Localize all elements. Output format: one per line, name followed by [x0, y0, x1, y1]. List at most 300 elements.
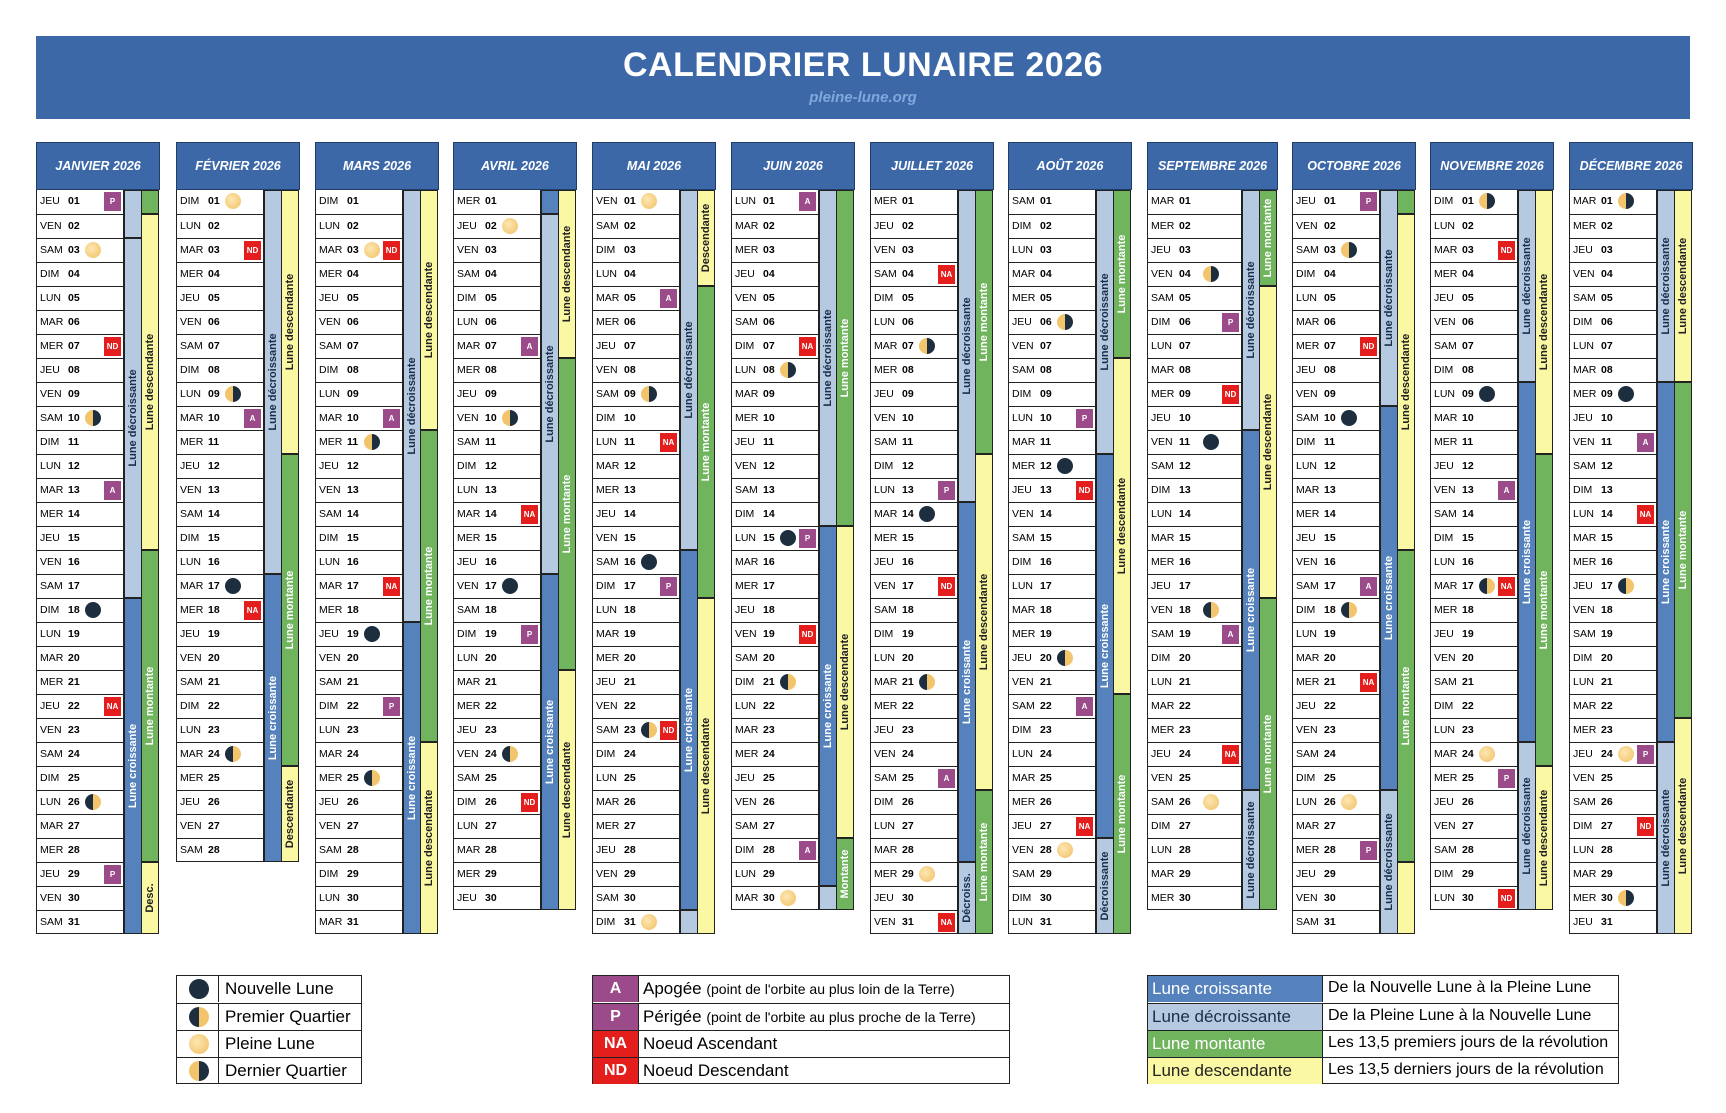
phase-bar-label: Lune décroissante [822, 309, 834, 407]
moon-nl-icon [919, 506, 935, 522]
weekday-label: LUN [319, 220, 341, 232]
legend-row [593, 976, 1009, 1003]
day-row [871, 718, 957, 742]
phase-bar-label: Lune montante [561, 474, 573, 554]
legend-icon-cell [177, 1004, 219, 1030]
day-row [732, 502, 818, 526]
moon-pl-icon [641, 914, 657, 930]
moon-pq-icon [641, 722, 657, 738]
day-row [177, 334, 263, 358]
weekday-label: MER [319, 772, 343, 784]
day-number: 24 [624, 748, 636, 760]
day-row [1148, 214, 1241, 238]
phase-bar-des [1397, 862, 1415, 934]
phase-bar-cro [403, 622, 421, 934]
day-number: 19 [1040, 628, 1052, 640]
weekday-label: VEN [1573, 604, 1595, 616]
weekday-label: MAR [735, 892, 759, 904]
phase-bar-mon [836, 838, 854, 910]
day-row [316, 478, 402, 502]
weekday-label: MAR [874, 844, 898, 856]
day-row [1570, 190, 1656, 214]
weekday-label: MAR [874, 508, 898, 520]
day-number: 29 [624, 868, 636, 880]
weekday-label: VEN [1573, 268, 1595, 280]
weekday-label: VEN [180, 316, 202, 328]
day-number: 07 [1040, 340, 1052, 352]
weekday-label: LUN [874, 484, 896, 496]
day-number: 30 [347, 892, 359, 904]
phase-bar-label: Lune décroissante [406, 357, 418, 455]
weekday-label: LUN [457, 316, 479, 328]
day-row [871, 238, 957, 262]
legend-tags [592, 975, 1010, 1084]
weekday-label: MAR [1434, 244, 1458, 256]
legend-colors [1147, 975, 1619, 1084]
phase-bar-des [697, 598, 715, 934]
moon-nl-icon [1479, 386, 1495, 402]
day-number: 04 [1040, 268, 1052, 280]
day-row [1148, 262, 1241, 286]
day-number: 26 [1040, 796, 1052, 808]
day-row [593, 358, 679, 382]
day-number: 16 [1179, 556, 1191, 568]
day-row [1570, 598, 1656, 622]
day-number: 16 [485, 556, 497, 568]
weekday-label: SAM [596, 892, 619, 904]
day-number: 30 [1179, 892, 1191, 904]
day-number: 22 [624, 700, 636, 712]
weekday-label: LUN [1573, 340, 1595, 352]
day-row [37, 406, 123, 430]
weekday-label: LUN [40, 628, 62, 640]
legend-tag-na: NA [593, 1031, 639, 1057]
weekday-label: SAM [40, 748, 63, 760]
day-number: 07 [902, 340, 914, 352]
weekday-label: VEN [874, 748, 896, 760]
day-number: 16 [624, 556, 636, 568]
day-number: 01 [902, 195, 914, 207]
day-number: 13 [902, 484, 914, 496]
weekday-label: SAM [457, 436, 480, 448]
day-number: 24 [763, 748, 775, 760]
day-number: 26 [902, 796, 914, 808]
day-row [1293, 598, 1379, 622]
day-row [37, 838, 123, 862]
day-number: 11 [1601, 436, 1613, 448]
day-number: 06 [624, 316, 636, 328]
day-row [1570, 862, 1656, 886]
weekday-label: MER [1434, 436, 1458, 448]
weekday-label: SAM [1296, 916, 1319, 928]
phase-bar-label: Lune décroissante [1383, 813, 1395, 911]
day-row [316, 310, 402, 334]
day-number: 25 [68, 772, 80, 784]
day-number: 17 [1601, 580, 1613, 592]
day-number: 06 [902, 316, 914, 328]
day-row [1009, 862, 1095, 886]
weekday-label: MAR [457, 508, 481, 520]
phase-bar-label: Lune descendante [1677, 237, 1689, 335]
day-row [732, 430, 818, 454]
day-number: 15 [1324, 532, 1336, 544]
day-row [177, 406, 263, 430]
weekday-label: JEU [874, 220, 894, 232]
weekday-label: JEU [1434, 628, 1454, 640]
day-number: 10 [1324, 412, 1336, 424]
day-row [454, 598, 540, 622]
phase-bar-des [975, 454, 993, 790]
day-number: 12 [624, 460, 636, 472]
day-row [1570, 550, 1656, 574]
weekday-label: VEN [1296, 724, 1318, 736]
moon-dq-icon [780, 362, 796, 378]
day-list [315, 190, 403, 934]
phase-bar-des [281, 766, 299, 862]
day-row [177, 550, 263, 574]
day-number: 08 [763, 364, 775, 376]
day-row [593, 478, 679, 502]
weekday-label: MAR [1434, 412, 1458, 424]
weekday-label: JEU [40, 532, 60, 544]
moon-pl-icon [225, 193, 241, 209]
day-row [37, 214, 123, 238]
day-number: 19 [1462, 628, 1474, 640]
day-row [1293, 694, 1379, 718]
weekday-label: SAM [180, 676, 203, 688]
day-row [1431, 622, 1517, 646]
day-row [37, 334, 123, 358]
phase-bar-label: Lune descendante [1538, 273, 1550, 371]
weekday-label: MAR [1151, 868, 1175, 880]
site-link[interactable]: pleine-lune.org [809, 89, 917, 106]
day-number: 11 [1324, 436, 1336, 448]
weekday-label: JEU [1151, 412, 1171, 424]
day-row [593, 262, 679, 286]
tag-nd: ND [521, 793, 538, 812]
day-number: 29 [1040, 868, 1052, 880]
day-row [1570, 814, 1656, 838]
day-row [1148, 358, 1241, 382]
weekday-label: JEU [1151, 244, 1171, 256]
day-row [1431, 238, 1517, 262]
day-row [37, 574, 123, 598]
weekday-label: DIM [457, 460, 477, 472]
day-number: 12 [763, 460, 775, 472]
weekday-label: LUN [1434, 388, 1456, 400]
day-number: 13 [485, 484, 497, 496]
day-number: 12 [208, 460, 220, 472]
weekday-label: MER [735, 580, 759, 592]
day-number: 12 [1040, 460, 1052, 472]
legend-label: Pleine Lune [225, 1034, 315, 1053]
day-number: 04 [485, 268, 497, 280]
legend-row [1148, 1057, 1618, 1084]
day-row [1293, 310, 1379, 334]
weekday-label: MAR [874, 340, 898, 352]
day-number: 06 [208, 316, 220, 328]
tag-na: NA [104, 697, 121, 716]
weekday-label: VEN [1573, 772, 1595, 784]
phase-bar-dec [264, 190, 282, 574]
weekday-label: SAM [735, 820, 758, 832]
weekday-label: MER [1151, 556, 1175, 568]
day-number: 11 [624, 436, 636, 448]
phase-bar-label: Lune décroissante [1521, 237, 1533, 335]
day-number: 07 [68, 340, 80, 352]
day-row [1009, 886, 1095, 910]
phase-bar-des [697, 190, 715, 286]
weekday-label: VEN [457, 412, 479, 424]
tag-a: A [1360, 577, 1377, 596]
day-row [316, 814, 402, 838]
day-row [454, 526, 540, 550]
day-number: 23 [1040, 724, 1052, 736]
day-number: 11 [485, 436, 497, 448]
weekday-label: MER [1012, 796, 1036, 808]
day-number: 05 [68, 292, 80, 304]
day-number: 13 [1040, 484, 1052, 496]
weekday-label: DIM [1012, 220, 1032, 232]
day-number: 09 [624, 388, 636, 400]
day-number: 03 [1462, 244, 1474, 256]
day-number: 07 [1324, 340, 1336, 352]
weekday-label: LUN [319, 388, 341, 400]
moon-nl-icon [1341, 410, 1357, 426]
day-number: 11 [763, 436, 775, 448]
day-number: 26 [485, 796, 497, 808]
legend-label: Premier Quartier [225, 1007, 351, 1026]
tag-na: NA [521, 505, 538, 524]
moon-dq-icon [85, 410, 101, 426]
weekday-label: SAM [319, 676, 342, 688]
day-number: 12 [485, 460, 497, 472]
month-header: OCTOBRE 2026 [1292, 142, 1416, 190]
title-banner [36, 36, 1690, 119]
day-row [732, 598, 818, 622]
day-list [1147, 190, 1242, 910]
weekday-label: MER [319, 436, 343, 448]
day-row [732, 286, 818, 310]
day-number: 23 [1324, 724, 1336, 736]
tag-p: P [1360, 192, 1377, 211]
day-row [1293, 190, 1379, 214]
day-row [732, 262, 818, 286]
legend-color-mon: Lune montante [1148, 1031, 1323, 1057]
weekday-label: DIM [1434, 532, 1454, 544]
weekday-label: LUN [1434, 556, 1456, 568]
day-number: 25 [902, 772, 914, 784]
day-row [593, 550, 679, 574]
day-number: 24 [1324, 748, 1336, 760]
phase-bar-des [1674, 190, 1692, 382]
phase-bar-label: Lune montante [144, 666, 156, 746]
day-row [177, 838, 263, 862]
day-number: 23 [1462, 724, 1474, 736]
moon-nl-icon [780, 530, 796, 546]
day-number: 03 [1601, 244, 1613, 256]
tag-p: P [1360, 841, 1377, 860]
day-number: 12 [1324, 460, 1336, 472]
day-list [1292, 190, 1380, 934]
day-number: 08 [1601, 364, 1613, 376]
day-number: 30 [68, 892, 80, 904]
day-row [316, 838, 402, 862]
day-number: 07 [1179, 340, 1191, 352]
day-number: 26 [624, 796, 636, 808]
day-number: 18 [624, 604, 636, 616]
day-row [177, 382, 263, 406]
day-row [177, 526, 263, 550]
moon-nl-icon [1057, 458, 1073, 474]
day-number: 17 [1462, 580, 1474, 592]
phase-bar-label: Descendante [700, 203, 712, 273]
legend-row [1148, 1003, 1618, 1030]
day-list [592, 190, 680, 934]
day-number: 18 [902, 604, 914, 616]
day-row [1431, 262, 1517, 286]
day-number: 21 [347, 676, 359, 688]
day-row [454, 358, 540, 382]
weekday-label: MER [1573, 724, 1597, 736]
day-row [1570, 454, 1656, 478]
day-number: 01 [1179, 195, 1191, 207]
weekday-label: SAM [1296, 244, 1319, 256]
weekday-label: VEN [1296, 388, 1318, 400]
day-number: 10 [1601, 412, 1613, 424]
day-number: 12 [347, 460, 359, 472]
day-row [1570, 742, 1656, 766]
day-row [1293, 766, 1379, 790]
day-row [1293, 334, 1379, 358]
tag-nd: ND [1498, 241, 1515, 260]
tag-na: NA [1076, 817, 1093, 836]
phase-bar-mon [1113, 694, 1131, 934]
tag-p: P [799, 529, 816, 548]
weekday-label: MER [180, 604, 204, 616]
day-list [176, 190, 264, 862]
phase-bar-des [420, 190, 438, 430]
day-row [732, 790, 818, 814]
day-row [37, 190, 123, 214]
day-number: 06 [1324, 316, 1336, 328]
weekday-label: LUN [1296, 460, 1318, 472]
day-number: 30 [1601, 892, 1613, 904]
day-row [316, 910, 402, 934]
day-number: 19 [902, 628, 914, 640]
phase-bar-label: Lune montante [1262, 714, 1274, 794]
day-number: 29 [347, 868, 359, 880]
weekday-label: SAM [596, 388, 619, 400]
weekday-label: MAR [319, 580, 343, 592]
day-row [1431, 766, 1517, 790]
day-number: 20 [902, 652, 914, 664]
day-number: 11 [347, 436, 359, 448]
weekday-label: MER [1151, 220, 1175, 232]
day-number: 23 [485, 724, 497, 736]
day-number: 03 [485, 244, 497, 256]
weekday-label: VEN [1434, 820, 1456, 832]
day-row [732, 670, 818, 694]
day-row [316, 670, 402, 694]
phase-bar-dec [124, 190, 142, 238]
day-number: 27 [1324, 820, 1336, 832]
tag-nd: ND [104, 337, 121, 356]
day-row [316, 526, 402, 550]
day-row [732, 742, 818, 766]
day-number: 04 [208, 268, 220, 280]
moon-dq-icon [189, 1061, 209, 1081]
day-number: 08 [208, 364, 220, 376]
day-row [1570, 334, 1656, 358]
weekday-label: MER [1296, 340, 1320, 352]
day-row [593, 598, 679, 622]
day-row [732, 238, 818, 262]
day-row [732, 886, 818, 910]
weekday-label: MER [180, 436, 204, 448]
weekday-label: VEN [596, 532, 618, 544]
day-row [454, 214, 540, 238]
weekday-label: JEU [457, 724, 477, 736]
day-number: 03 [1179, 244, 1191, 256]
day-number: 14 [485, 508, 497, 520]
weekday-label: JEU [319, 628, 339, 640]
day-list [731, 190, 819, 910]
phase-bar-dec [680, 910, 698, 934]
phase-bar-label: Lune décroissante [1383, 249, 1395, 347]
day-number: 13 [347, 484, 359, 496]
day-row [1293, 238, 1379, 262]
legend-label: Nouvelle Lune [225, 979, 334, 998]
weekday-label: VEN [596, 195, 618, 207]
day-row [1009, 622, 1095, 646]
tag-p: P [1222, 313, 1239, 332]
day-row [1293, 358, 1379, 382]
weekday-label: MER [1434, 268, 1458, 280]
weekday-label: SAM [1573, 628, 1596, 640]
day-number: 01 [624, 195, 636, 207]
weekday-label: JEU [40, 364, 60, 376]
day-number: 28 [347, 844, 359, 856]
phase-bar-des [1535, 766, 1553, 910]
day-number: 22 [1601, 700, 1613, 712]
day-row [1431, 886, 1517, 910]
day-row [1431, 478, 1517, 502]
day-row [1148, 526, 1241, 550]
weekday-label: VEN [1151, 604, 1173, 616]
weekday-label: LUN [180, 388, 202, 400]
day-number: 18 [1040, 604, 1052, 616]
weekday-label: VEN [1012, 844, 1034, 856]
day-number: 19 [485, 628, 497, 640]
weekday-label: LUN [1151, 508, 1173, 520]
legend-label: Dernier Quartier [225, 1061, 347, 1080]
day-number: 05 [1040, 292, 1052, 304]
day-row [1431, 310, 1517, 334]
weekday-label: SAM [40, 244, 63, 256]
day-number: 17 [1179, 580, 1191, 592]
day-row [37, 910, 123, 934]
weekday-label: DIM [180, 532, 200, 544]
day-row [177, 646, 263, 670]
day-row [1570, 502, 1656, 526]
day-number: 14 [347, 508, 359, 520]
day-row [871, 694, 957, 718]
day-row [871, 862, 957, 886]
day-row [37, 862, 123, 886]
day-number: 21 [208, 676, 220, 688]
day-row [1431, 502, 1517, 526]
